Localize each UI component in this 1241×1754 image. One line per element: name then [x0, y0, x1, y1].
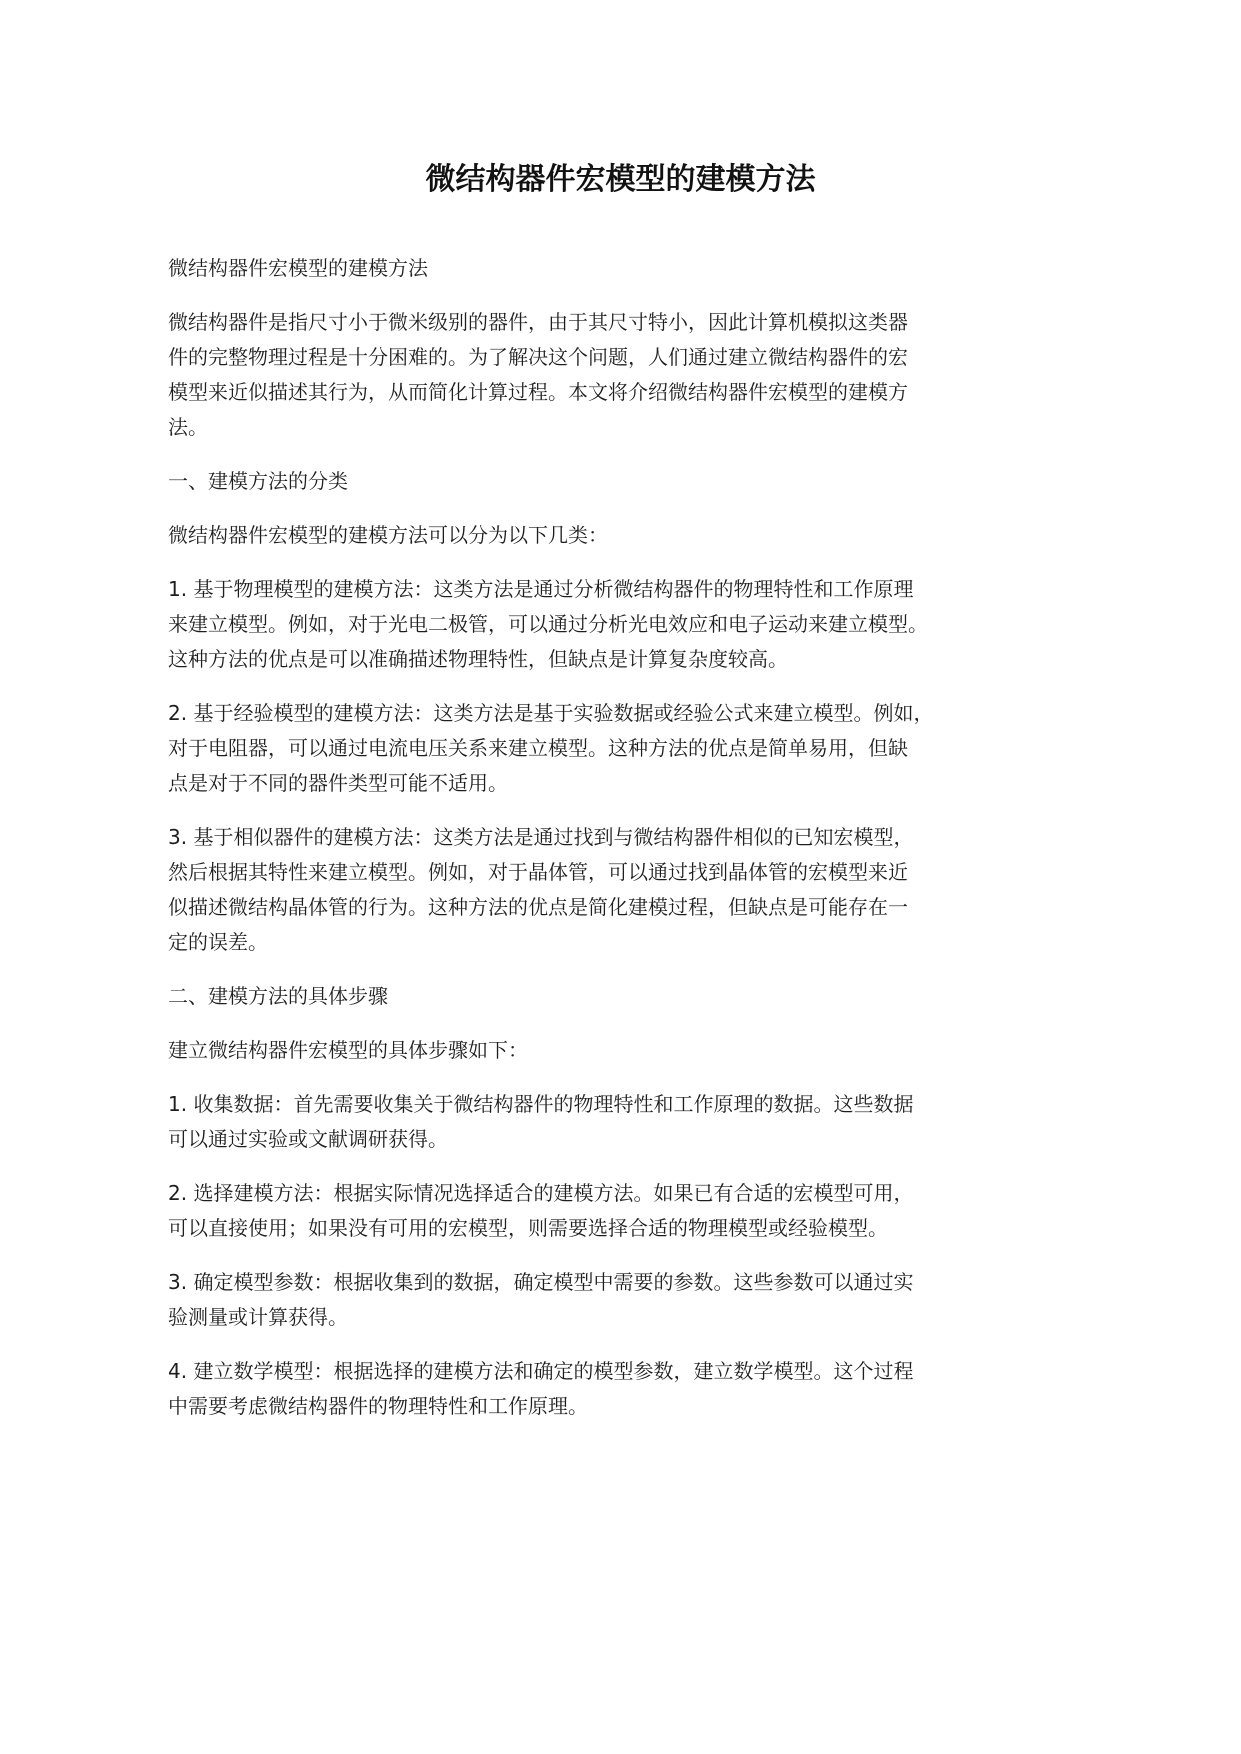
text-line: 定的误差。	[168, 930, 268, 954]
text-line: 模型来近似描述其行为，从而简化计算过程。本文将介绍微结构器件宏模型的建模方	[168, 380, 908, 404]
paragraph	[168, 518, 1168, 553]
text-line: 一、建模方法的分类	[168, 469, 348, 493]
text-line: 这种方法的优点是可以准确描述物理特性，但缺点是计算复杂度较高。	[168, 647, 788, 671]
text-line: 点是对于不同的器件类型可能不适用。	[168, 771, 508, 795]
text-line: 来建立模型。例如，对于光电二极管，可以通过分析光电效应和电子运动来建立模型。	[168, 612, 928, 636]
text-line: 然后根据其特性来建立模型。例如，对于晶体管，可以通过找到晶体管的宏模型来近	[168, 860, 908, 884]
text-line: 可以直接使用；如果没有可用的宏模型，则需要选择合适的物理模型或经验模型。	[168, 1216, 888, 1240]
subtitle	[168, 251, 1168, 286]
section-heading	[168, 464, 1168, 499]
text-line: 2. 基于经验模型的建模方法：这类方法是基于实验数据或经验公式来建立模型。例如，	[168, 701, 934, 725]
text-line: 4. 建立数学模型：根据选择的建模方法和确定的模型参数，建立数学模型。这个过程	[168, 1359, 914, 1383]
text-line: 建立微结构器件宏模型的具体步骤如下：	[168, 1038, 528, 1062]
list-item	[168, 696, 1168, 801]
text-line: 中需要考虑微结构器件的物理特性和工作原理。	[168, 1394, 588, 1418]
text-line: 微结构器件宏模型的建模方法可以分为以下几类：	[168, 523, 608, 547]
list-item	[168, 1265, 1168, 1335]
paragraph	[168, 1033, 1168, 1068]
list-item	[168, 1176, 1168, 1246]
text-line: 1. 收集数据：首先需要收集关于微结构器件的物理特性和工作原理的数据。这些数据	[168, 1092, 914, 1116]
intro-paragraph	[168, 305, 1168, 445]
text-line: 验测量或计算获得。	[168, 1305, 348, 1329]
list-item	[168, 1087, 1168, 1157]
list-item	[168, 572, 1168, 677]
text-line: 2. 选择建模方法：根据实际情况选择适合的建模方法。如果已有合适的宏模型可用，	[168, 1181, 914, 1205]
text-line: 可以通过实验或文献调研获得。	[168, 1127, 448, 1151]
text-line: 二、建模方法的具体步骤	[168, 984, 388, 1008]
text-line: 法。	[168, 415, 208, 439]
text-line: 1. 基于物理模型的建模方法：这类方法是通过分析微结构器件的物理特性和工作原理	[168, 577, 914, 601]
text-line: 微结构器件宏模型的建模方法	[168, 256, 428, 280]
document-body	[168, 251, 1168, 1443]
text-line: 微结构器件是指尺寸小于微米级别的器件，由于其尺寸特小，因此计算机模拟这类器	[168, 310, 908, 334]
list-item	[168, 820, 1168, 960]
section-heading	[168, 979, 1168, 1014]
list-item	[168, 1354, 1168, 1424]
text-line: 3. 基于相似器件的建模方法：这类方法是通过找到与微结构器件相似的已知宏模型，	[168, 825, 914, 849]
text-line: 对于电阻器，可以通过电流电压关系来建立模型。这种方法的优点是简单易用，但缺	[168, 736, 908, 760]
text-line: 似描述微结构晶体管的行为。这种方法的优点是简化建模过程，但缺点是可能存在一	[168, 895, 908, 919]
text-line: 件的完整物理过程是十分困难的。为了解决这个问题，人们通过建立微结构器件的宏	[168, 345, 908, 369]
document-title: 微结构器件宏模型的建模方法	[425, 162, 816, 197]
text-line: 3. 确定模型参数：根据收集到的数据，确定模型中需要的参数。这些参数可以通过实	[168, 1270, 914, 1294]
